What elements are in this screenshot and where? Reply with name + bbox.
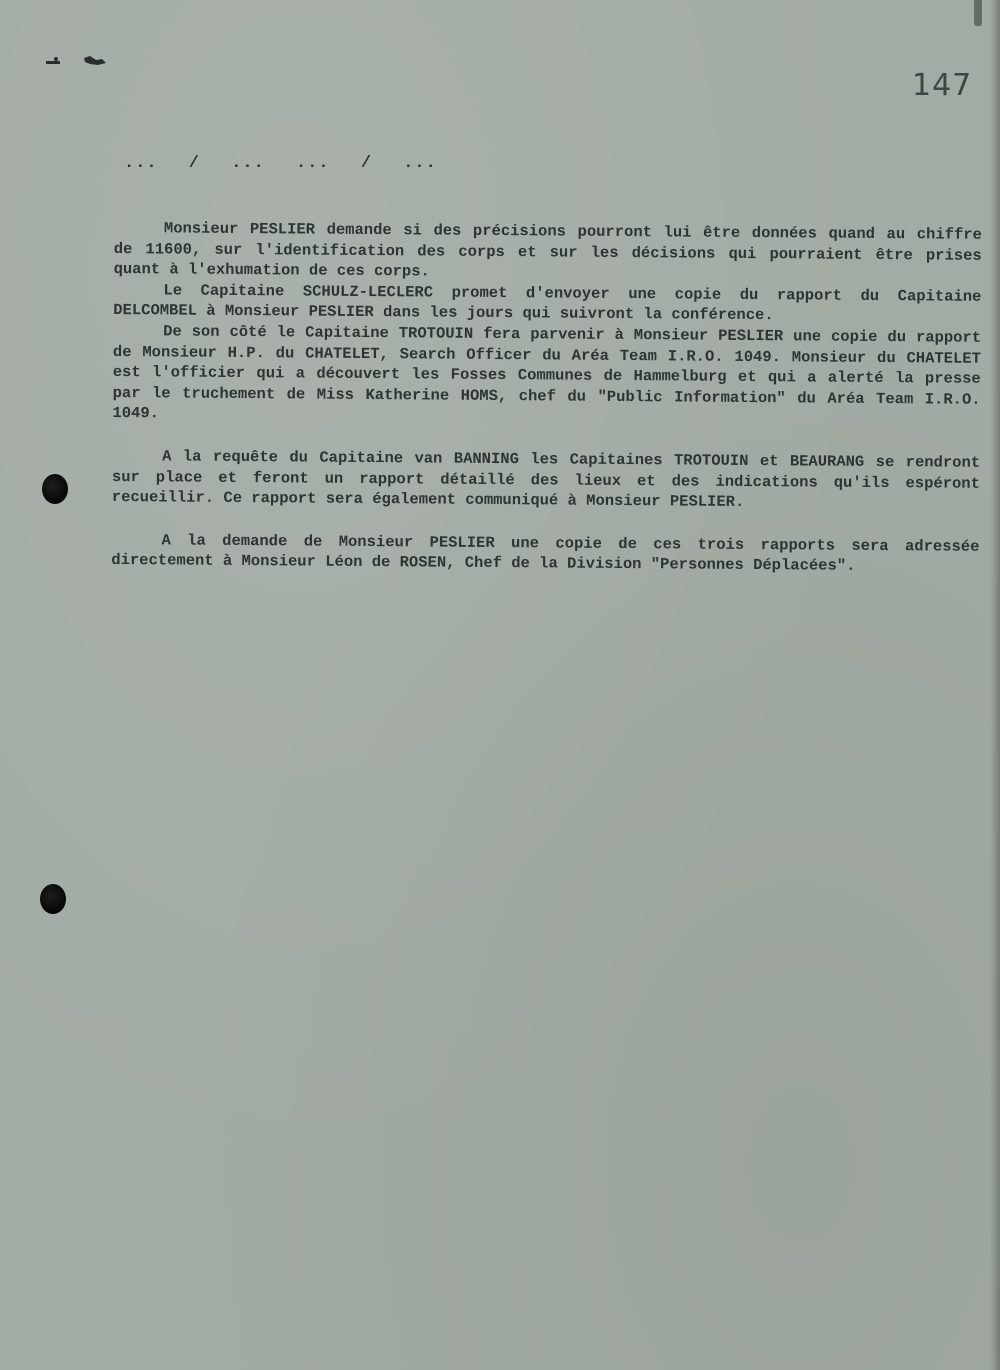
page-edge-shadow (990, 0, 1000, 1370)
paragraph-4: A la requête du Capitaine van BANNING les Capitaines TROTOUIN et BEAURANG se rendront sur place et feront un rapport détaillé des lieux et des indications qu'ils espéront recueillir. Ce rapport sera également communiqué à Monsieur PESLIER. (111, 447, 981, 512)
ink-smudge-mark (44, 54, 116, 68)
paragraph-3: De son côté le Capitaine TROTOUIN fera parvenir à Monsieur PESLIER une copie du rapport de Monsieur H.P. du CHATELET, Search Officer du Aréa Team I.R.O. 1049. Monsieur du CHATELET est l'officier qui a découvert les Fosses Communes de Hammelburg et qui a alerté la presse par le truchement de Miss Katherine HOMS, chef du "Public Information" du Aréa Team I.R.O. 1049. (112, 322, 982, 423)
punch-hole-bottom (40, 884, 66, 914)
paragraph-5: A la demande de Monsieur PESLIER une copie de ces trois rapports sera adressée directement à Monsieur Léon de ROSEN, Chef de la Division "Personnes Déplacées". (111, 531, 980, 576)
paragraph-2: Le Capitaine SCHULZ-LECLERC promet d'envoyer une copie du rapport du Capitaine DELCOMBEL à Monsieur PESLIER dans les jours qui suivront la conférence. (113, 281, 982, 325)
page-number: 147 (912, 68, 973, 103)
staple-mark (974, 0, 982, 26)
paragraph-1: Monsieur PESLIER demande si des précisions pourront lui être données quand au chiffre de 11600, sur l'identification des corps et sur les décisions qui pourraient être prises quant à l'exhumation de ces corps. (113, 219, 982, 281)
punch-hole-top (42, 474, 68, 504)
continuation-marker: ... / ... ... / ... (124, 154, 437, 173)
document-body (111, 218, 982, 578)
